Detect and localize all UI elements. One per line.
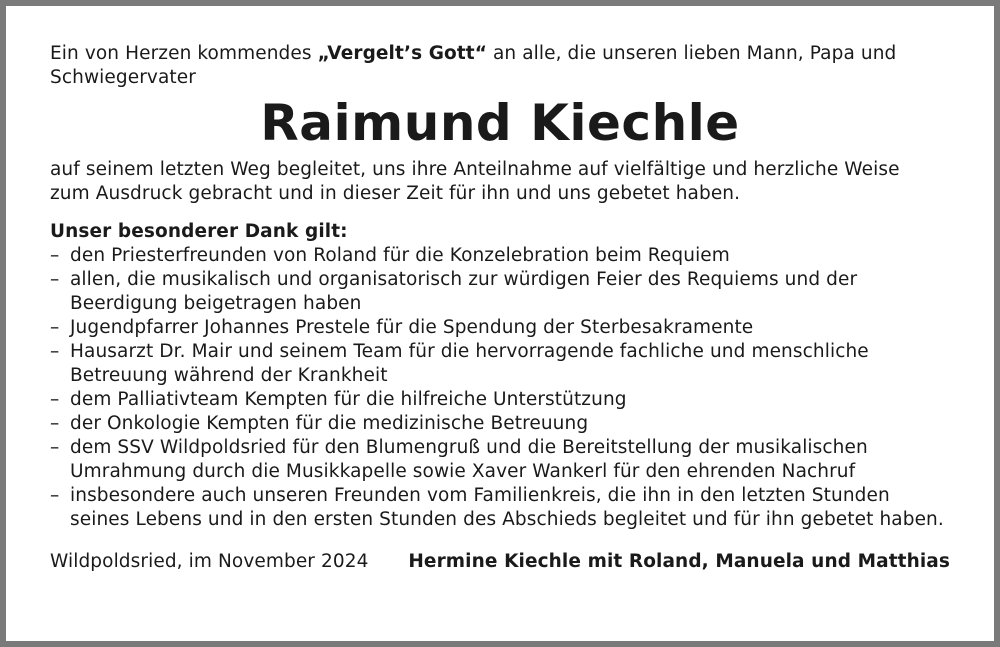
place-date: Wildpoldsried, im November 2024	[50, 551, 369, 572]
thanks-item	[50, 340, 950, 388]
intro-text-before: Ein von Herzen kommendes	[50, 43, 318, 64]
thanks-item-line: dem SSV Wildpoldsried für den Blumengruß und die Bereitstellung der musikalischen	[70, 437, 868, 458]
thanks-item	[50, 412, 950, 436]
body-line-2: zum Ausdruck gebracht und in dieser Zeit für ihn und uns gebetet haben.	[50, 183, 741, 204]
list-dash: –	[50, 269, 60, 290]
thanks-item	[50, 436, 950, 484]
signature: Hermine Kiechle mit Roland, Manuela und Matthias	[408, 551, 950, 572]
intro-text-after: an alle, die unseren lieben Mann, Papa und	[486, 43, 897, 64]
thanks-item	[50, 484, 950, 532]
thanks-item-line: den Priesterfreunden von Roland für die Konzelebration beim Requiem	[70, 245, 730, 266]
list-dash: –	[50, 485, 60, 506]
intro-line-2: Schwiegervater	[50, 67, 196, 88]
deceased-name: Raimund Kiechle	[260, 94, 740, 152]
thanks-item-line: insbesondere auch unseren Freunden vom Familienkreis, die ihn in den letzten Stunden	[70, 485, 890, 506]
list-dash: –	[50, 437, 60, 458]
thanks-item-line: Umrahmung durch die Musikkapelle sowie Xaver Wankerl für den ehrenden Nachruf	[70, 461, 856, 482]
thanks-item-line: Beerdigung beigetragen haben	[70, 293, 362, 314]
thanks-item	[50, 268, 950, 316]
thanks-item-line: Betreuung während der Krankheit	[70, 365, 388, 386]
intro-quote: „Vergelt’s Gott“	[317, 43, 487, 64]
notice-footer	[50, 550, 950, 574]
thanks-item-line: Jugendpfarrer Johannes Prestele für die Spendung der Sterbesakramente	[70, 317, 754, 338]
notice-content	[50, 42, 950, 574]
list-dash: –	[50, 341, 60, 362]
intro-line-1	[50, 42, 950, 66]
thanks-item-line: Hausarzt Dr. Mair und seinem Team für die hervorragende fachliche und menschliche	[70, 341, 869, 362]
list-dash: –	[50, 317, 60, 338]
list-dash: –	[50, 245, 60, 266]
thanks-item-line: der Onkologie Kempten für die medizinische Betreuung	[70, 413, 589, 434]
thanks-item-line: allen, die musikalisch und organisatorisch zur würdigen Feier des Requiems und der	[70, 269, 858, 290]
list-dash: –	[50, 389, 60, 410]
thanks-item	[50, 388, 950, 412]
thanks-item-line: seines Lebens und in den ersten Stunden des Abschieds begleitet und für ihn gebetet haben.	[70, 509, 944, 530]
thanks-heading-text: Unser besonderer Dank gilt:	[50, 221, 348, 242]
thanks-item-line: dem Palliativteam Kempten für die hilfreiche Unterstützung	[70, 389, 627, 410]
thanks-list	[50, 244, 950, 532]
thanks-item	[50, 244, 950, 268]
thanks-heading	[50, 220, 950, 244]
notice-card	[6, 6, 994, 641]
list-dash: –	[50, 413, 60, 434]
body-line-1: auf seinem letzten Weg begleitet, uns ihre Anteilnahme auf vielfältige und herzliche Weise	[50, 159, 900, 180]
thanks-item	[50, 316, 950, 340]
